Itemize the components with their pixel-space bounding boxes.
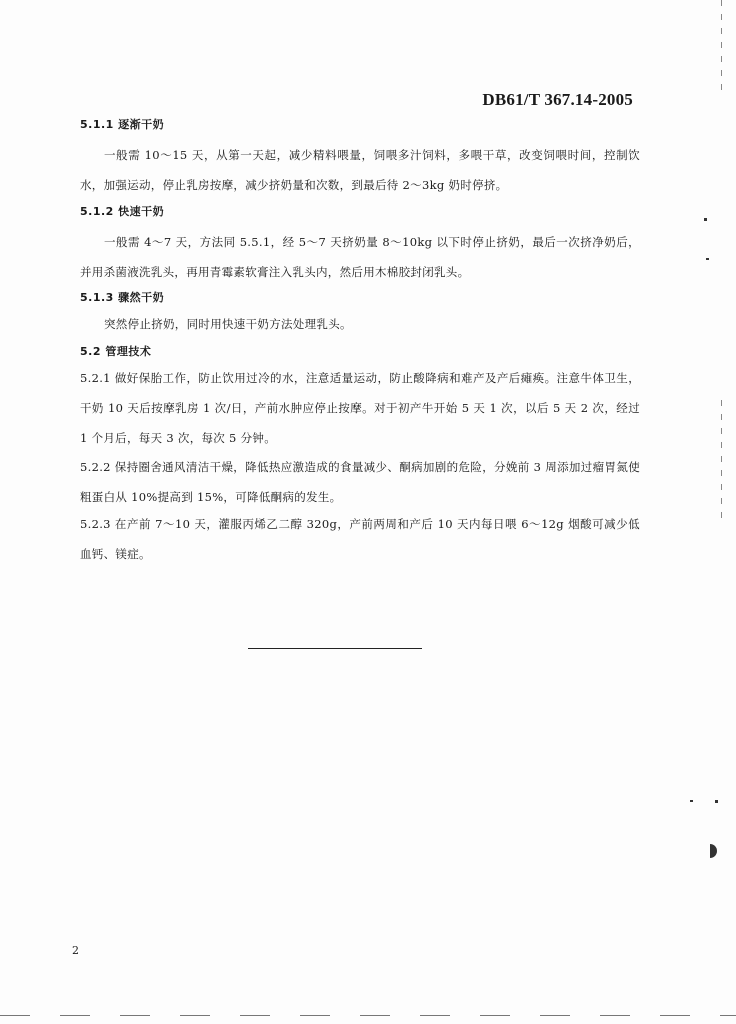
list-item: 5.2.2 保持圈舍通风清洁干燥，降低热应激造成的食量减少、酮病加剧的危险，分娩前 3 周添加过瘤胃氮使粗蛋白从 10%提高到 15%，可降低酮病的发生。 bbox=[80, 460, 640, 504]
scan-speck bbox=[704, 218, 707, 221]
section-heading: 5.1.3 骤然干奶 bbox=[80, 291, 165, 304]
page-number: 2 bbox=[72, 944, 79, 957]
scan-speck bbox=[690, 800, 693, 802]
list-item: 5.2.3 在产前 7～10 天，灌服丙烯乙二醇 320g，产前两周和产后 10 天内每日喂 6～12g 烟酸可减少低血钙、镁症。 bbox=[80, 517, 640, 561]
section-paragraph: 一般需 10～15 天，从第一天起，减少精料喂量，饲喂多汁饲料，多喂干草，改变饲喂时间，控制饮水，加强运动，停止乳房按摩，减少挤奶量和次数，到最后待 2～3kg 奶时停挤。 bbox=[80, 148, 640, 192]
end-divider bbox=[248, 648, 422, 649]
scan-blot bbox=[710, 844, 717, 858]
scan-speck bbox=[715, 800, 718, 803]
scan-speck bbox=[706, 258, 709, 260]
scan-edge-mark bbox=[721, 400, 722, 520]
list-item: 5.2.1 做好保胎工作，防止饮用过冷的水，注意适量运动，防止酸降病和难产及产后瘫痪。注意牛体卫生，干奶 10 天后按摩乳房 1 次/日，产前水肿应停止按摩。对于初产牛开始 5 天 1 次，以后 5 天 2 次，经过 1 个月后，每天 3 次，每次 5 分钟。 bbox=[80, 371, 640, 445]
section-paragraph: 一般需 4～7 天，方法同 5.5.1，经 5～7 天挤奶量 8～10kg 以下时停止挤奶，最后一次挤净奶后，并用杀菌液洗乳头，再用青霉素软膏注入乳头内，然后用木棉胶封闭乳头。 bbox=[80, 235, 640, 279]
document-code: DB61/T 367.14-2005 bbox=[482, 90, 633, 109]
section-heading: 5.1.2 快速干奶 bbox=[80, 205, 165, 218]
section-paragraph: 突然停止挤奶，同时用快速干奶方法处理乳头。 bbox=[104, 317, 352, 331]
scan-edge-mark bbox=[721, 0, 722, 90]
section-heading: 5.1.1 逐渐干奶 bbox=[80, 118, 165, 131]
section-heading: 5.2 管理技术 bbox=[80, 345, 152, 358]
scan-bottom-edge bbox=[0, 1015, 736, 1016]
